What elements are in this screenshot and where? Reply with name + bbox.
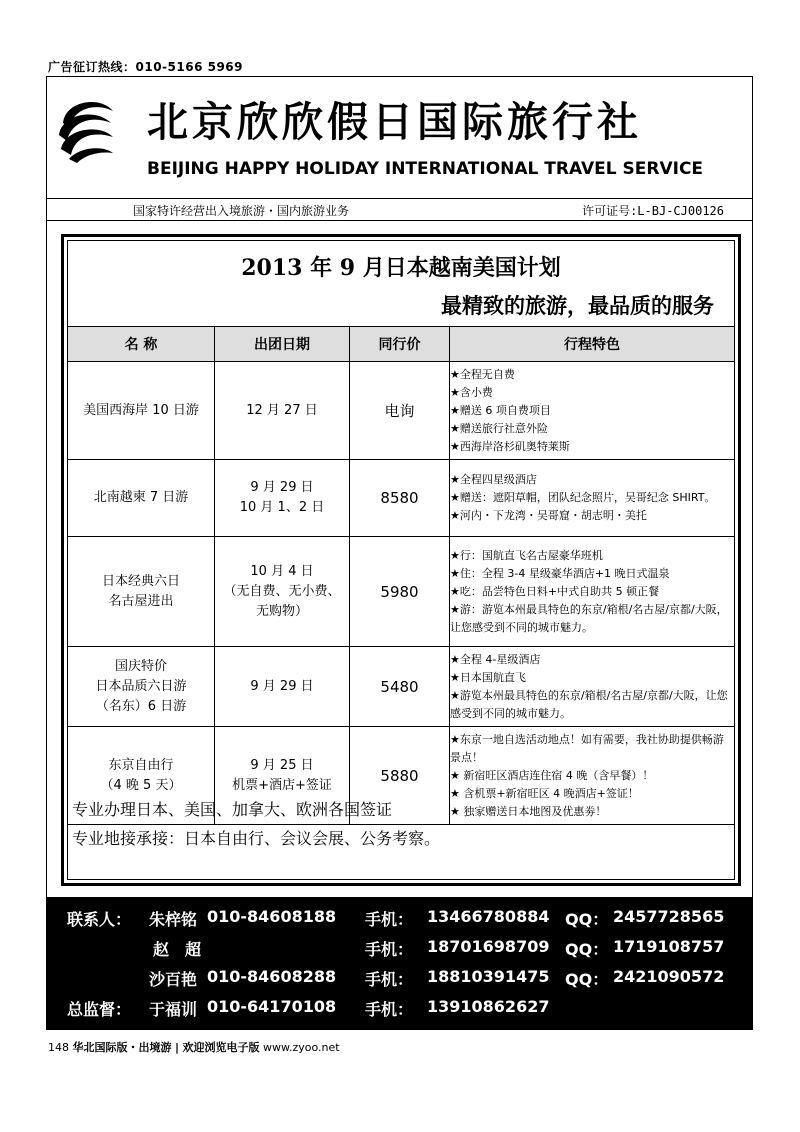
agency-name-en: BEIJING HAPPY HOLIDAY INTERNATIONAL TRAVEL SERVICE — [147, 159, 704, 179]
table-row — [68, 362, 735, 460]
col-header-date: 出团日期 — [215, 327, 350, 362]
tour-price: 5880 — [350, 727, 450, 825]
page-number: 148 — [48, 1041, 69, 1054]
page-footer — [48, 1039, 340, 1055]
tour-date: 9 月 29 日 — [215, 647, 350, 727]
tour-date: 9 月 25 日 机票+酒店+签证 — [215, 727, 350, 825]
magazine-name: 华北国际版・出境游 — [72, 1041, 172, 1054]
table-header-row — [68, 327, 735, 362]
tour-name: 国庆特价 日本品质六日游 （名东）6 日游 — [68, 647, 215, 727]
advertisement-frame — [46, 76, 753, 1030]
ad-hotline: 广告征订热线：010-5166 5969 — [48, 60, 244, 74]
tour-date: 10 月 4 日 （无自费、无小费、 无购物） — [215, 537, 350, 647]
col-header-features: 行程特色 — [450, 327, 735, 362]
agency-header — [47, 77, 752, 199]
business-scope: 国家特许经营出入境旅游・国内旅游业务 — [133, 204, 350, 218]
tour-name: 北南越柬 7 日游 — [68, 460, 215, 537]
tour-price: 5980 — [350, 537, 450, 647]
tour-name: 东京自由行 （4 晚 5 天） — [68, 727, 215, 825]
contacts-block: 联系人： 朱梓铭 010-84608188 手机： 13466780884 QQ： 2457728565 赵 超 手机： 18701698709 QQ： 1719108757 沙百艳 010-84608288 手机： 18810391475 QQ： 2421090572 总监督： 于福训 010-64170108 手机： 13910862627 — [47, 897, 752, 1030]
tour-features: ★全程四星级酒店 ★赠送：遮阳草帽，团队纪念照片，吴哥纪念 SHIRT。 ★河内・下龙湾・吴哥窟・胡志明・美托 — [450, 460, 735, 537]
agency-name-cn: 北京欣欣假日国际旅行社 — [147, 98, 642, 146]
license-number: 许可证号:L-BJ-CJ00126 — [582, 204, 724, 218]
tour-price: 8580 — [350, 460, 450, 537]
footer-url[interactable]: www.zyoo.net — [263, 1041, 340, 1054]
tour-price: 5480 — [350, 647, 450, 727]
table-row — [68, 537, 735, 647]
plan-title: 2013 年 9 月日本越南美国计划 — [241, 255, 561, 281]
col-header-price: 同行价 — [350, 327, 450, 362]
tour-plan-box — [61, 234, 741, 886]
service-line: 专业办理日本、美国、加拿大、欧洲各国签证 — [72, 800, 393, 819]
business-bar — [47, 198, 752, 221]
tour-features: ★全程无自费 ★含小费 ★赠送 6 项自费项目 ★赠送旅行社意外险 ★西海岸洛杉矶奥特莱斯 — [450, 362, 735, 460]
tour-features: ★行：国航直飞名古屋豪华班机 ★住：全程 3-4 星级豪华酒店+1 晚日式温泉 ★吃：品尝特色日料+中式自助共 5 顿正餐 ★游：游览本州最具特色的东京/箱根/名古屋/京都/大阪，让您感受到不同的城市魅力。 — [450, 537, 735, 647]
service-line: 专业地接承接：日本自由行、会议会展、公务考察。 — [72, 829, 441, 848]
table-row — [68, 647, 735, 727]
tour-table — [67, 326, 735, 825]
swirl-logo-icon — [55, 93, 117, 163]
tour-features: ★全程 4-星级酒店 ★日本国航直飞 ★游览本州最具特色的东京/箱根/名古屋/京都/大阪，让您感受到不同的城市魅力。 — [450, 647, 735, 727]
tour-date: 9 月 29 日 10 月 1、2 日 — [215, 460, 350, 537]
tour-price: 电询 — [350, 362, 450, 460]
col-header-name: 名 称 — [68, 327, 215, 362]
tour-features: ★东京一地自选活动地点！如有需要，我社协助提供畅游景点！ ★ 新宿旺区酒店连住宿 4 晚（含早餐）！ ★ 含机票+新宿旺区 4 晚酒店+签证！ ★ 独家赠送日本地图及优惠劵！ — [450, 727, 735, 825]
footer-separator: | — [175, 1041, 180, 1054]
tour-date: 12 月 27 日 — [215, 362, 350, 460]
table-row — [68, 460, 735, 537]
footer-cta: 欢迎浏览电子版 — [182, 1041, 260, 1054]
plan-slogan: 最精致的旅游，最品质的服务 — [441, 293, 714, 318]
services-block — [68, 795, 738, 853]
tour-name: 美国西海岸 10 日游 — [68, 362, 215, 460]
tour-name: 日本经典六日 名古屋进出 — [68, 537, 215, 647]
